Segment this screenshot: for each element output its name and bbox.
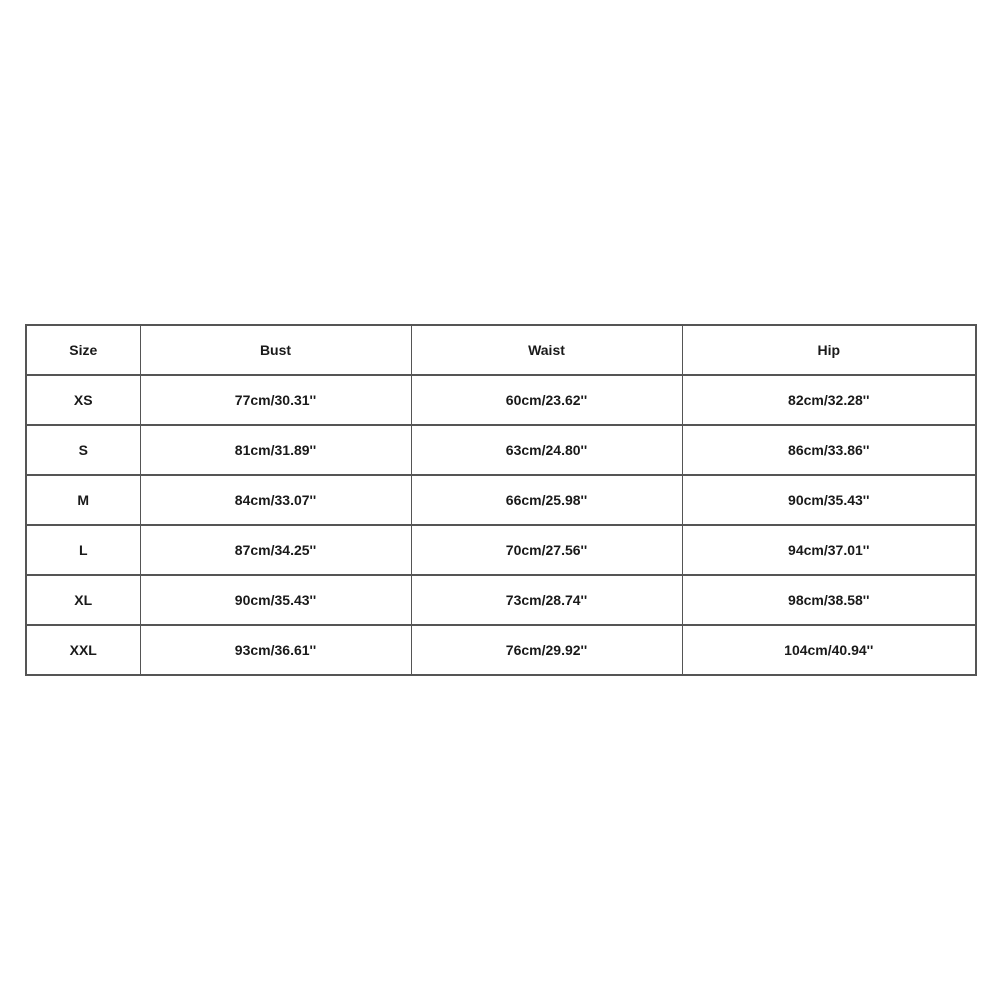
cell-waist: 63cm/24.80'' xyxy=(411,425,682,475)
table-row xyxy=(26,475,976,525)
cell-waist: 73cm/28.74'' xyxy=(411,575,682,625)
header-waist: Waist xyxy=(411,325,682,375)
cell-bust: 87cm/34.25'' xyxy=(140,525,411,575)
table-row xyxy=(26,525,976,575)
cell-bust: 90cm/35.43'' xyxy=(140,575,411,625)
size-chart-table xyxy=(25,324,977,676)
cell-size: S xyxy=(26,425,140,475)
cell-bust: 84cm/33.07'' xyxy=(140,475,411,525)
cell-bust: 93cm/36.61'' xyxy=(140,625,411,675)
header-hip: Hip xyxy=(682,325,976,375)
cell-hip: 98cm/38.58'' xyxy=(682,575,976,625)
header-bust: Bust xyxy=(140,325,411,375)
table-row xyxy=(26,625,976,675)
cell-hip: 90cm/35.43'' xyxy=(682,475,976,525)
table-row xyxy=(26,575,976,625)
cell-size: M xyxy=(26,475,140,525)
cell-waist: 76cm/29.92'' xyxy=(411,625,682,675)
cell-waist: 66cm/25.98'' xyxy=(411,475,682,525)
cell-waist: 70cm/27.56'' xyxy=(411,525,682,575)
cell-hip: 104cm/40.94'' xyxy=(682,625,976,675)
cell-size: XXL xyxy=(26,625,140,675)
cell-size: XS xyxy=(26,375,140,425)
cell-size: XL xyxy=(26,575,140,625)
cell-bust: 77cm/30.31'' xyxy=(140,375,411,425)
cell-hip: 82cm/32.28'' xyxy=(682,375,976,425)
cell-size: L xyxy=(26,525,140,575)
cell-waist: 60cm/23.62'' xyxy=(411,375,682,425)
table-row xyxy=(26,375,976,425)
header-size: Size xyxy=(26,325,140,375)
cell-bust: 81cm/31.89'' xyxy=(140,425,411,475)
table-header-row xyxy=(26,325,976,375)
cell-hip: 94cm/37.01'' xyxy=(682,525,976,575)
table-row xyxy=(26,425,976,475)
cell-hip: 86cm/33.86'' xyxy=(682,425,976,475)
